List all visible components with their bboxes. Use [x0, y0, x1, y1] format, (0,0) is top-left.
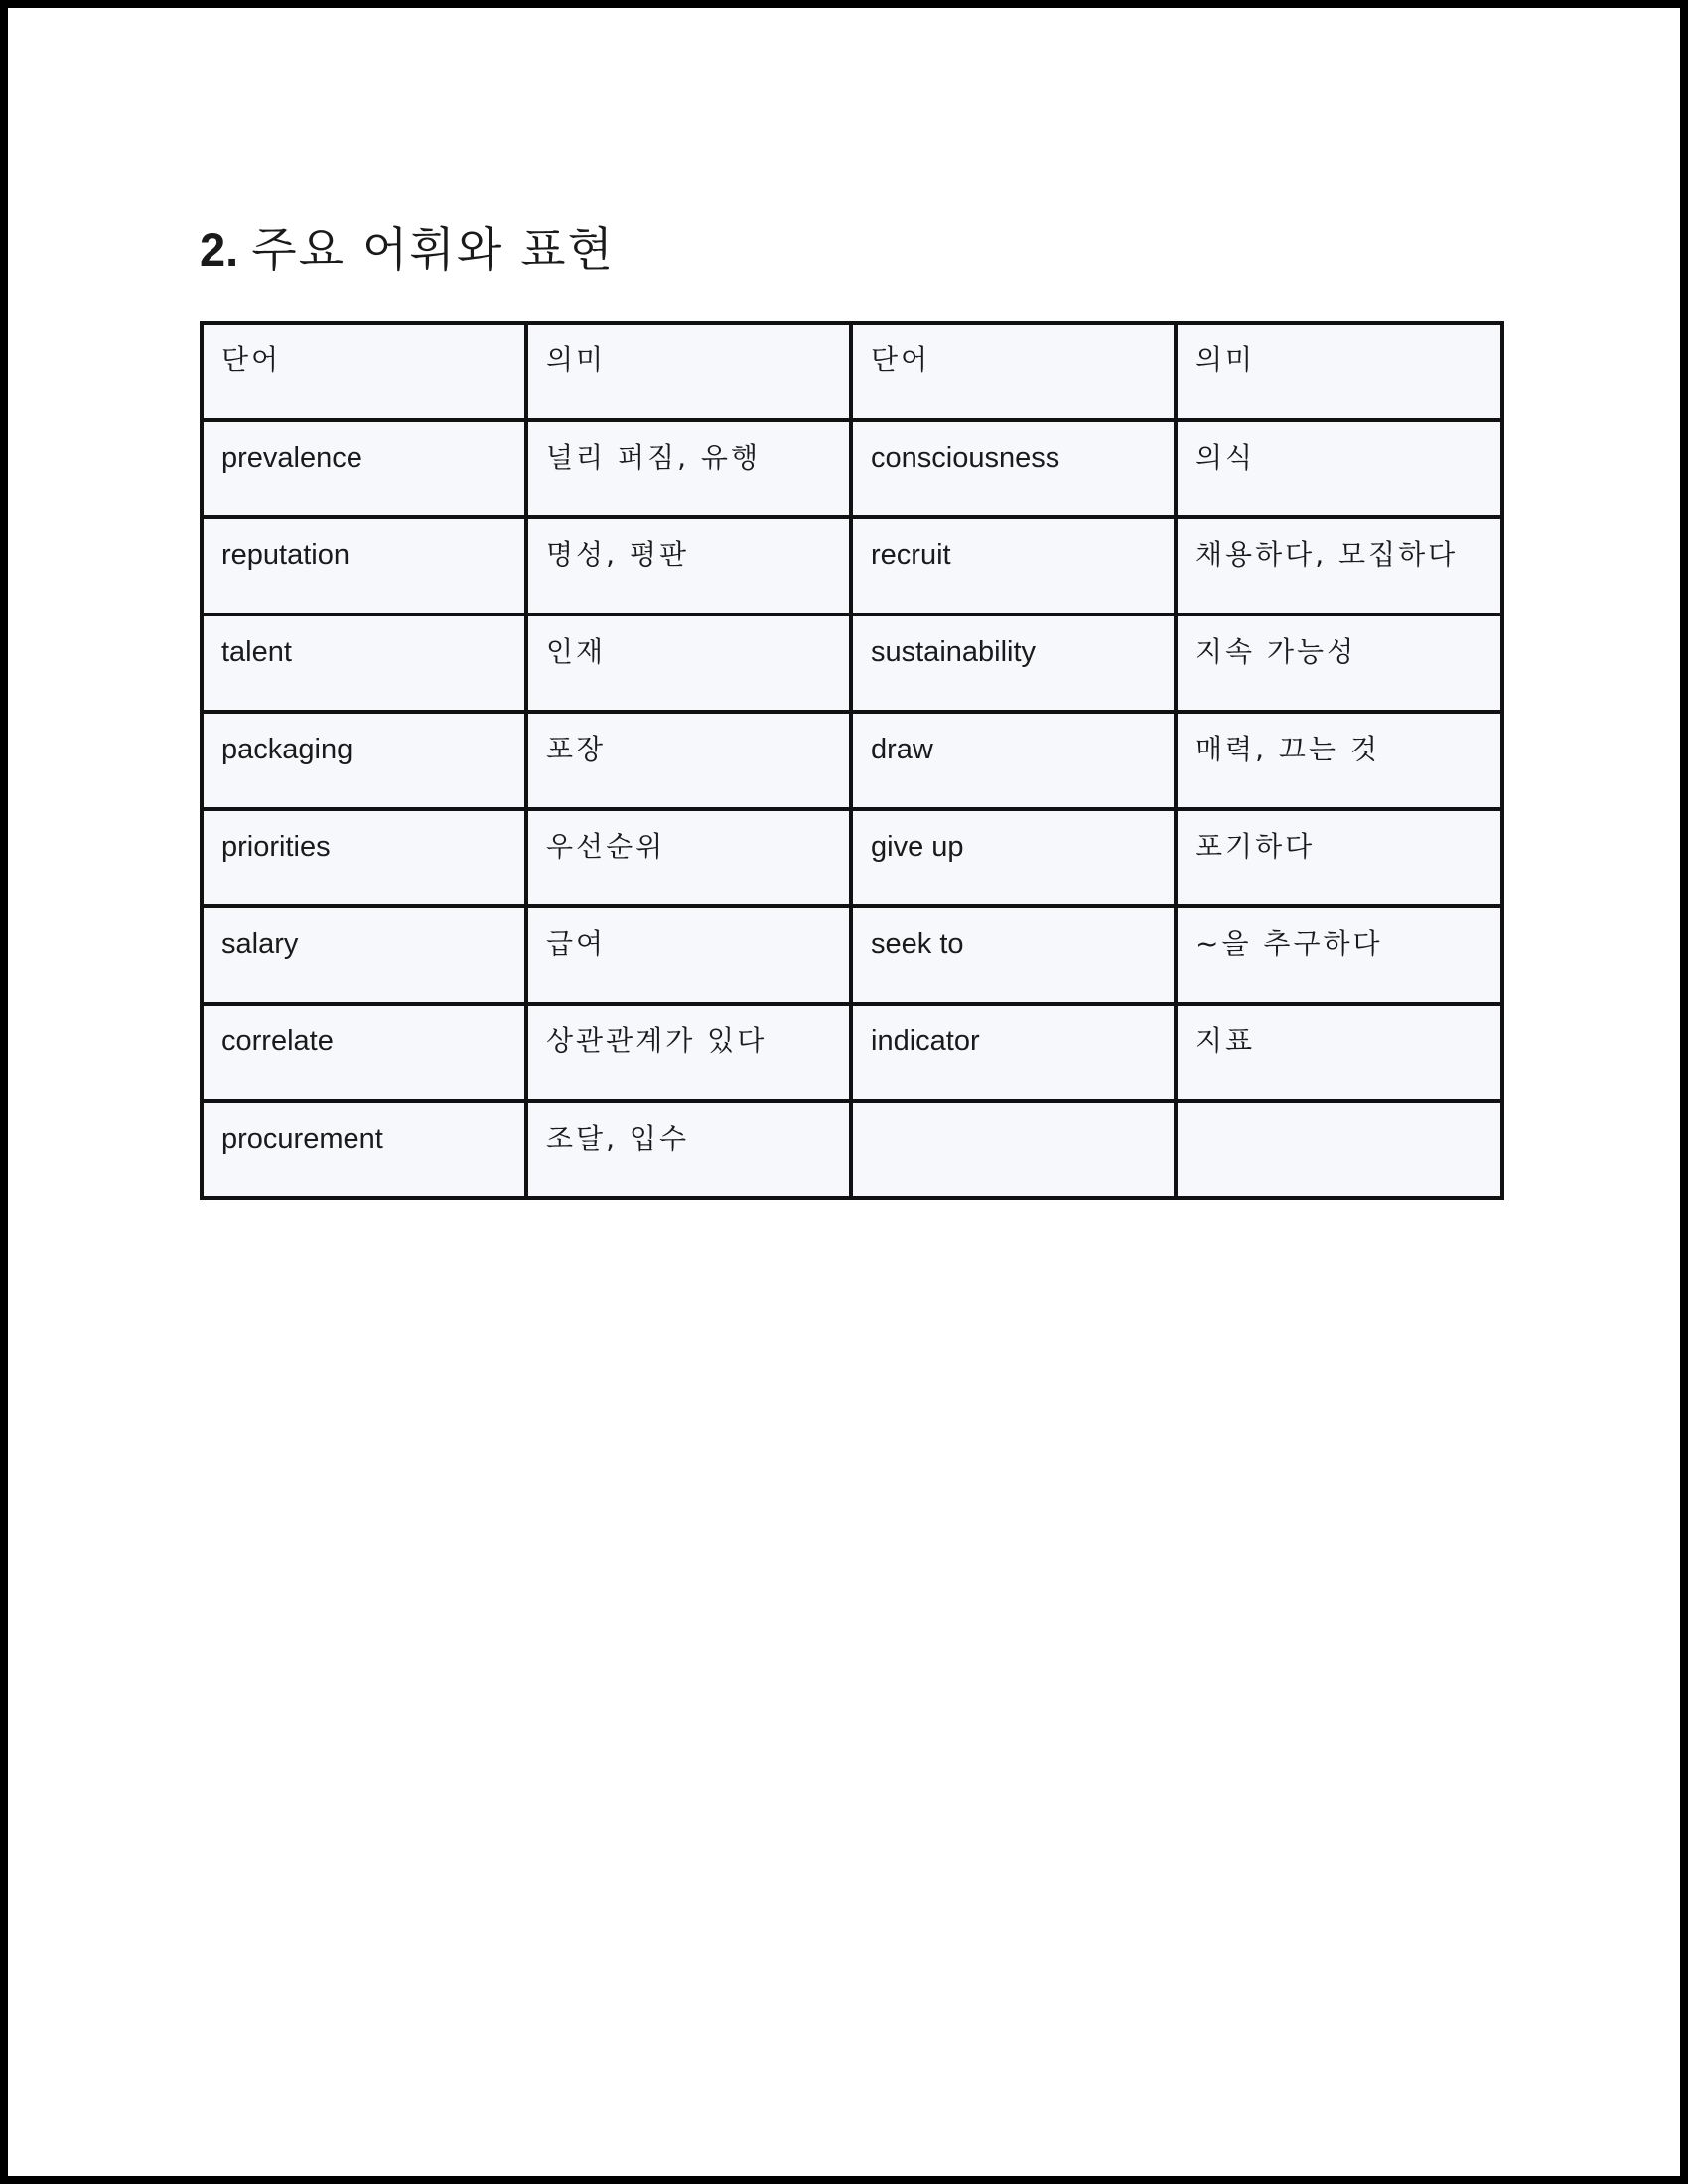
meaning-cell: 급여 — [526, 906, 851, 1004]
meaning-cell: 조달, 입수 — [526, 1101, 851, 1198]
meaning-cell: 지속 가능성 — [1176, 614, 1502, 712]
meaning-cell: 채용하다, 모집하다 — [1176, 517, 1502, 614]
word-cell: procurement — [202, 1101, 526, 1198]
word-cell: talent — [202, 614, 526, 712]
word-cell: packaging — [202, 712, 526, 809]
meaning-cell: 포장 — [526, 712, 851, 809]
table-row — [202, 1004, 1502, 1101]
meaning-cell: 매력, 끄는 것 — [1176, 712, 1502, 809]
word-cell — [851, 1101, 1176, 1198]
meaning-cell: 명성, 평판 — [526, 517, 851, 614]
word-cell: recruit — [851, 517, 1176, 614]
table-row — [202, 420, 1502, 517]
table-row — [202, 906, 1502, 1004]
meaning-cell: 우선순위 — [526, 809, 851, 906]
header-cell-word: 단어 — [202, 323, 526, 420]
meaning-cell: 널리 퍼짐, 유행 — [526, 420, 851, 517]
word-cell: reputation — [202, 517, 526, 614]
word-cell: consciousness — [851, 420, 1176, 517]
word-cell: prevalence — [202, 420, 526, 517]
meaning-cell: 상관관계가 있다 — [526, 1004, 851, 1101]
meaning-cell: 인재 — [526, 614, 851, 712]
table-row — [202, 712, 1502, 809]
meaning-cell: ~을 추구하다 — [1176, 906, 1502, 1004]
meaning-cell: 지표 — [1176, 1004, 1502, 1101]
word-cell: sustainability — [851, 614, 1176, 712]
table-header-row — [202, 323, 1502, 420]
word-cell: indicator — [851, 1004, 1176, 1101]
section-heading — [200, 222, 615, 279]
word-cell: priorities — [202, 809, 526, 906]
meaning-cell — [1176, 1101, 1502, 1198]
section-number: 2. — [200, 223, 239, 276]
header-cell-meaning: 의미 — [526, 323, 851, 420]
header-cell-meaning: 의미 — [1176, 323, 1502, 420]
vocabulary-table — [200, 321, 1504, 1200]
meaning-cell: 의식 — [1176, 420, 1502, 517]
section-title: 주요 어휘와 표현 — [251, 223, 615, 278]
word-cell: correlate — [202, 1004, 526, 1101]
word-cell: give up — [851, 809, 1176, 906]
word-cell: draw — [851, 712, 1176, 809]
word-cell: salary — [202, 906, 526, 1004]
table-row — [202, 517, 1502, 614]
document-page — [8, 8, 1680, 2176]
table-row — [202, 809, 1502, 906]
table-row — [202, 1101, 1502, 1198]
word-cell: seek to — [851, 906, 1176, 1004]
table-row — [202, 614, 1502, 712]
meaning-cell: 포기하다 — [1176, 809, 1502, 906]
header-cell-word: 단어 — [851, 323, 1176, 420]
